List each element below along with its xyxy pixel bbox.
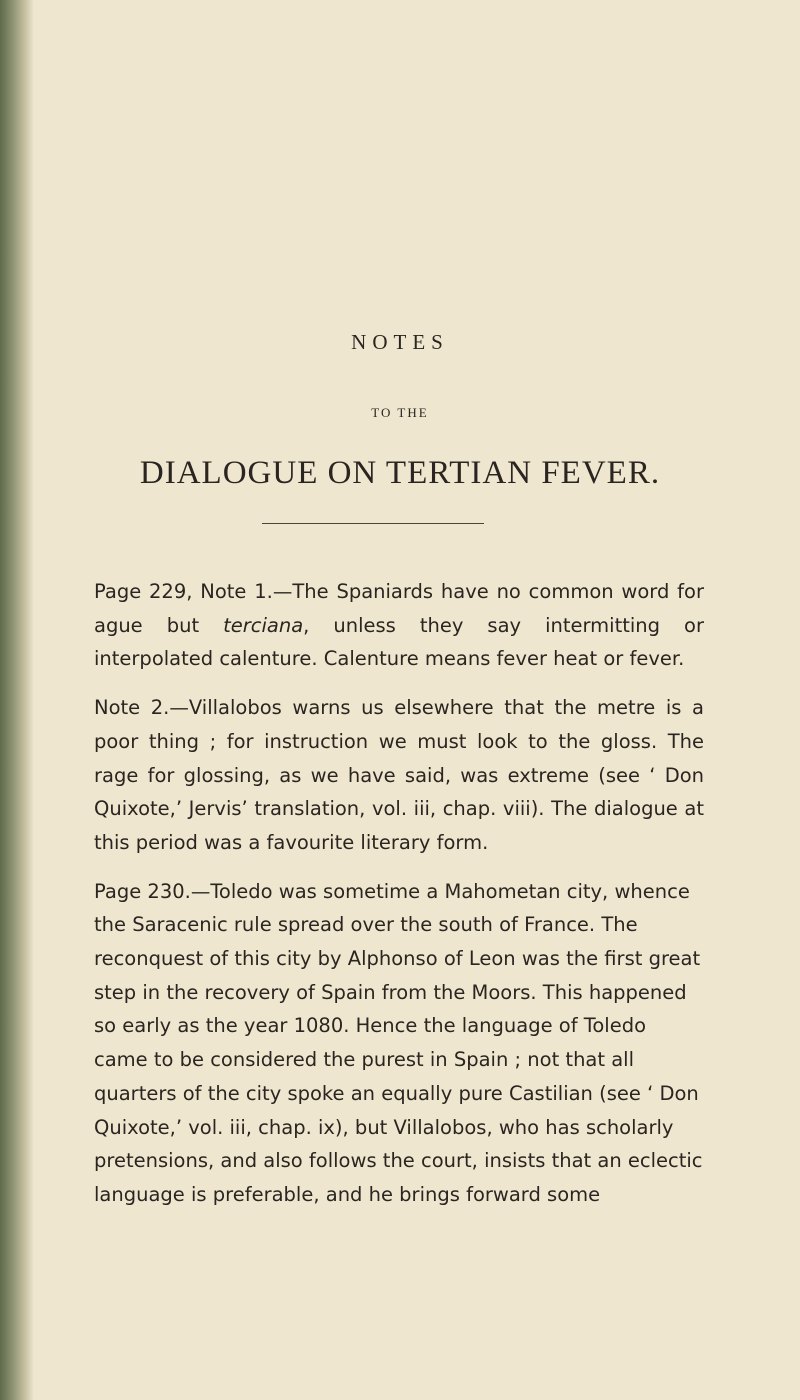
- note-1-italic-term: terciana: [223, 613, 304, 637]
- page-title: DIALOGUE ON TERTIAN FEVER.: [139, 455, 661, 491]
- page-binding-edge: [0, 0, 34, 1400]
- heading-notes: NOTES: [351, 330, 449, 354]
- note-1-text-before: Page 229, Note 1.—The Spaniards have no common word for ague but: [94, 580, 704, 637]
- notes-body: [94, 575, 704, 1227]
- title-divider: [262, 523, 484, 524]
- note-paragraph-2: Note 2.—Villalobos warns us elsewhere that the metre is a poor thing ; for instruction we must look to the gloss. The rage for glossing, as we have said, was extreme (see ‘ Don Quixote,’ Jervis’ translation, vol. iii, chap. viii). The dialogue at this period was a favourite literary form.: [94, 696, 704, 854]
- note-paragraph-3: Page 230.—Toledo was sometime a Mahometan city, whence the Saracenic rule spread over the south of France. The reconquest of this city by Alphonso of Leon was the first great step in the recovery of Spain from the Moors. This happened so early as the year 1080. Hence the language of Toledo came to be considered the purest in Spain ; not that all quarters of the city spoke an equally pure Castilian (see ‘ Don Quixote,’ vol. iii, chap. ix), but Villalobos, who has scholarly pretensions, and also follows the court, insists that an eclectic language is preferable, and he brings forward some: [94, 879, 703, 1206]
- heading-to-the: TO THE: [371, 405, 429, 420]
- note-paragraph-1: [94, 575, 704, 676]
- note-1-text-after: , unless they say intermitting or interpolated calenture. Calenture means fever heat or fever.: [94, 613, 705, 671]
